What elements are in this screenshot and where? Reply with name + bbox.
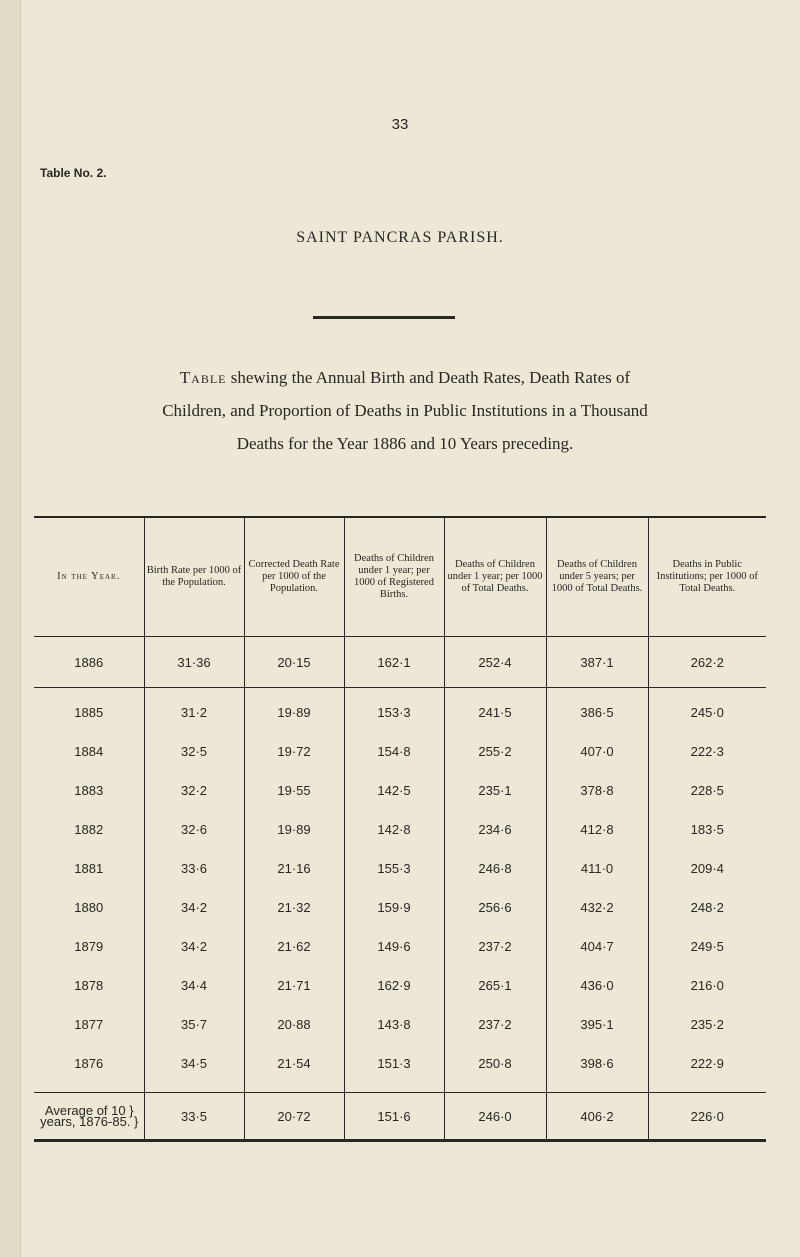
col-header-death-rate: Corrected Death Rate per 1000 of the Population. <box>244 517 344 637</box>
col-header-infant-deaths: Deaths of Children under 1 year; per 1000 of Total Deaths. <box>444 517 546 637</box>
table-cell: 159·9 <box>344 888 444 927</box>
table-cell: 19·89 <box>244 810 344 849</box>
table-cell: 1879 <box>74 939 104 954</box>
table-cell: 20·88 <box>244 1005 344 1044</box>
table-cell: 1880 <box>74 900 104 915</box>
average-label: Average of 10 } years, 1876-85. } <box>40 1103 139 1129</box>
table-cell: 21·54 <box>244 1044 344 1093</box>
table-cell: 20·72 <box>244 1093 344 1141</box>
table-cell: 154·8 <box>344 732 444 771</box>
caption-line-3: Deaths for the Year 1886 and 10 Years preceding. <box>236 434 574 453</box>
table-cell: 249·5 <box>648 927 766 966</box>
col-header-birth-rate: Birth Rate per 1000 of the Population. <box>144 517 244 637</box>
table-cell: 432·2 <box>546 888 648 927</box>
table-cell: 235·1 <box>444 771 546 810</box>
table-cell: 20·15 <box>244 637 344 688</box>
table-cell: 151·6 <box>344 1093 444 1141</box>
page-number: 33 <box>391 116 409 133</box>
table-cell: 252·4 <box>444 637 546 688</box>
table-cell: 153·3 <box>344 688 444 733</box>
caption-lead: Table <box>179 368 227 387</box>
table-cell: 143·8 <box>344 1005 444 1044</box>
table-cell: 31·2 <box>144 688 244 733</box>
page-gutter <box>0 0 20 1257</box>
table-cell: 226·0 <box>648 1093 766 1141</box>
table-cell: 21·62 <box>244 927 344 966</box>
table-cell: 142·5 <box>344 771 444 810</box>
col-header-year: In the Year. <box>34 517 144 637</box>
table-cell: 35·7 <box>144 1005 244 1044</box>
table-cell: 407·0 <box>546 732 648 771</box>
table-row <box>34 688 766 733</box>
table-row <box>34 888 766 927</box>
table-cell: 32·5 <box>144 732 244 771</box>
table-cell: 209·4 <box>648 849 766 888</box>
title-divider <box>313 316 455 319</box>
table-cell: 33·5 <box>144 1093 244 1141</box>
table-cell: 386·5 <box>546 688 648 733</box>
table-cell: 387·1 <box>546 637 648 688</box>
table-row <box>34 771 766 810</box>
table-cell: 1882 <box>74 822 104 837</box>
table-cell: 1884 <box>74 744 104 759</box>
table-cell: 235·2 <box>648 1005 766 1044</box>
table-cell: 237·2 <box>444 927 546 966</box>
table-cell: 1883 <box>74 783 104 798</box>
table-header-row <box>34 517 766 637</box>
table-cell: 1878 <box>74 978 104 993</box>
table-cell: 404·7 <box>546 927 648 966</box>
parish-title: SAINT PANCRAS PARISH. <box>296 229 504 246</box>
table-cell: 21·32 <box>244 888 344 927</box>
table-cell: 436·0 <box>546 966 648 1005</box>
table-row <box>34 966 766 1005</box>
col-header-infant-births: Deaths of Children under 1 year; per 1000 of Registered Births. <box>344 517 444 637</box>
table-cell: 222·3 <box>648 732 766 771</box>
table-cell: 33·6 <box>144 849 244 888</box>
table-cell: 34·2 <box>144 927 244 966</box>
table-cell: 32·6 <box>144 810 244 849</box>
table-cell: 228·5 <box>648 771 766 810</box>
col-header-under5-deaths: Deaths of Children under 5 years; per 1000 of Total Deaths. <box>546 517 648 637</box>
table-cell: 155·3 <box>344 849 444 888</box>
table-cell: 246·8 <box>444 849 546 888</box>
table-row <box>34 849 766 888</box>
table-cell: 1886 <box>34 637 144 688</box>
table-row <box>34 810 766 849</box>
table-row <box>34 927 766 966</box>
table-cell: 34·5 <box>144 1044 244 1093</box>
table-cell: 256·6 <box>444 888 546 927</box>
table-row <box>34 1044 766 1093</box>
table-cell: 142·8 <box>344 810 444 849</box>
table-cell: 21·71 <box>244 966 344 1005</box>
table-cell: 216·0 <box>648 966 766 1005</box>
table-cell: 162·9 <box>344 966 444 1005</box>
average-label-line-1: Average of 10 <box>44 1103 126 1118</box>
table-row <box>34 732 766 771</box>
table-cell: 395·1 <box>546 1005 648 1044</box>
rates-table <box>34 516 766 1142</box>
table-cell: 1885 <box>74 705 104 720</box>
table-cell: 246·0 <box>444 1093 546 1141</box>
average-label-line-2: years, 1876-85. <box>40 1114 131 1129</box>
table-cell: 378·8 <box>546 771 648 810</box>
table-cell: 245·0 <box>648 688 766 733</box>
table-cell: 241·5 <box>444 688 546 733</box>
table-cell: 1881 <box>74 861 104 876</box>
table-cell: 222·9 <box>648 1044 766 1093</box>
table-cell: 406·2 <box>546 1093 648 1141</box>
table-cell: 411·0 <box>546 849 648 888</box>
table-cell: 34·4 <box>144 966 244 1005</box>
table-cell: 250·8 <box>444 1044 546 1093</box>
average-row <box>34 1093 766 1141</box>
current-year-row <box>34 637 766 688</box>
table-cell: 162·1 <box>344 637 444 688</box>
table-cell: 19·55 <box>244 771 344 810</box>
table-cell: 31·36 <box>144 637 244 688</box>
table-cell: 1876 <box>34 1044 144 1093</box>
table-cell: 1877 <box>74 1017 104 1032</box>
table-cell: 234·6 <box>444 810 546 849</box>
table-cell: 32·2 <box>144 771 244 810</box>
table-cell: 21·16 <box>244 849 344 888</box>
table-cell: 19·72 <box>244 732 344 771</box>
table-cell: 398·6 <box>546 1044 648 1093</box>
table-cell: 149·6 <box>344 927 444 966</box>
table-cell: 412·8 <box>546 810 648 849</box>
table-cell: 262·2 <box>648 637 766 688</box>
table-cell: 237·2 <box>444 1005 546 1044</box>
table-caption <box>60 361 750 460</box>
table-row <box>34 1005 766 1044</box>
table-cell: 265·1 <box>444 966 546 1005</box>
table-cell: 19·89 <box>244 688 344 733</box>
caption-line-2: Children, and Proportion of Deaths in Public Institutions in a Thousand <box>162 401 648 420</box>
table-number: Table No. 2. <box>40 166 107 180</box>
table-cell: 151·3 <box>344 1044 444 1093</box>
table-cell: 183·5 <box>648 810 766 849</box>
table-cell: 255·2 <box>444 732 546 771</box>
table-cell: 248·2 <box>648 888 766 927</box>
caption-line-1: shewing the Annual Birth and Death Rates, Death Rates of <box>230 368 631 387</box>
col-header-institution-deaths: Deaths in Public Institutions; per 1000 of Total Deaths. <box>648 517 766 637</box>
table-cell: 34·2 <box>144 888 244 927</box>
gutter-line <box>20 0 21 1257</box>
